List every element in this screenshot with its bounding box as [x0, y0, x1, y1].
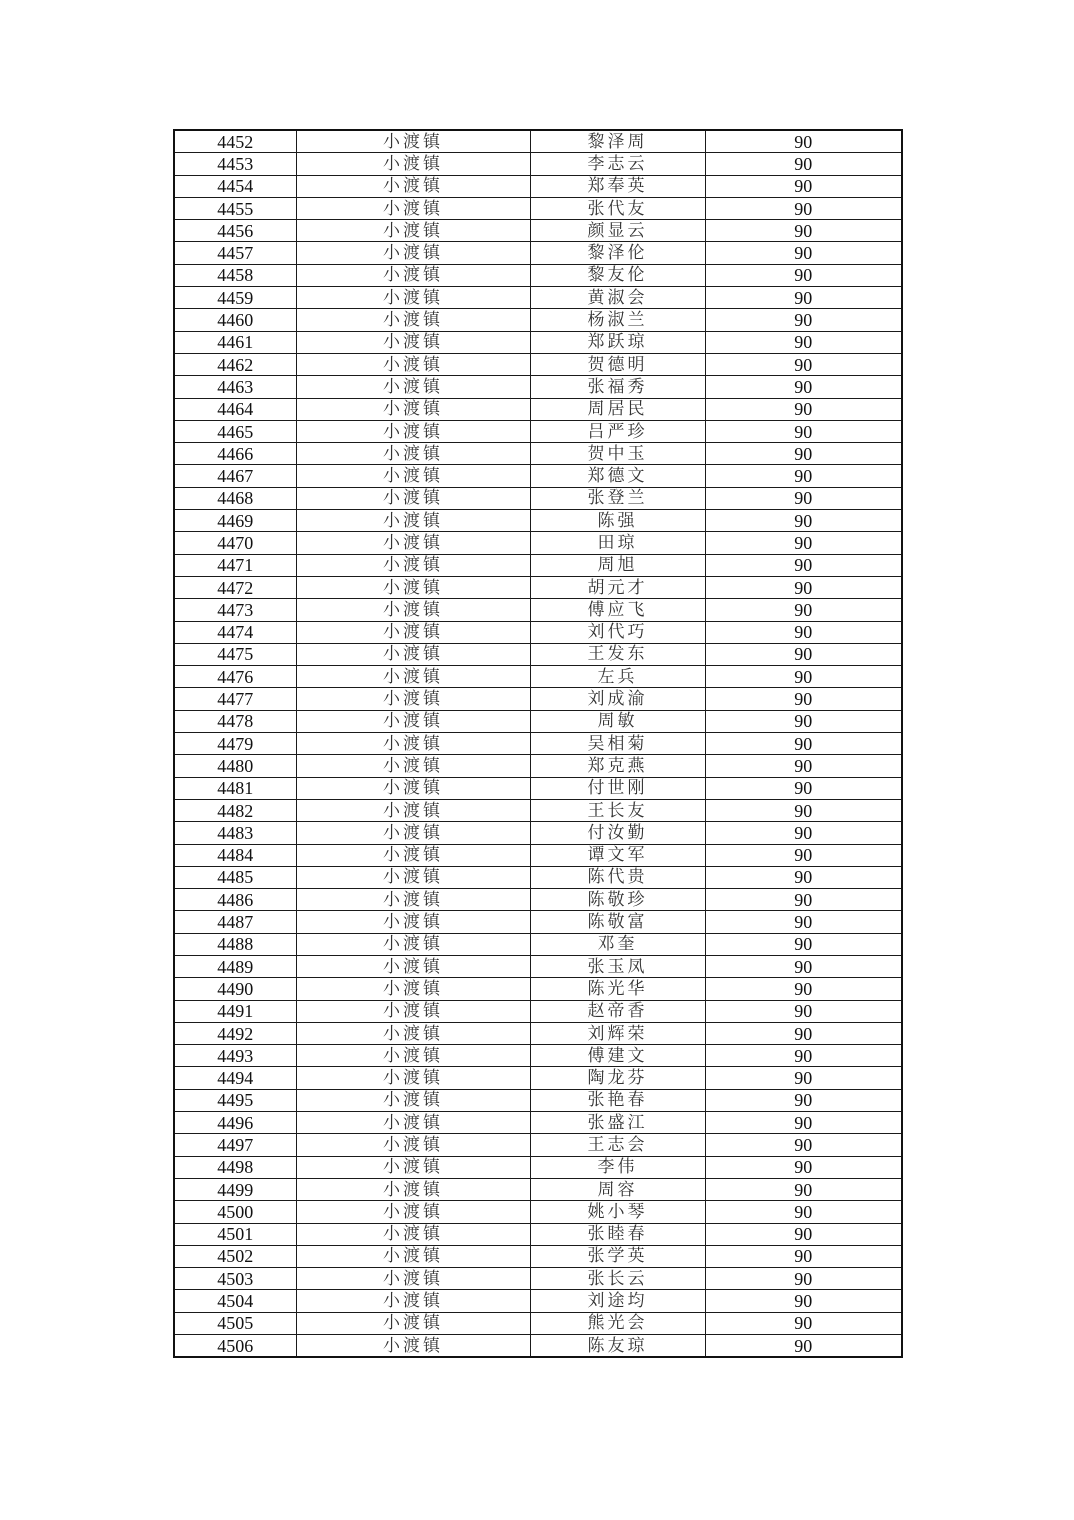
table-row [174, 1067, 902, 1089]
cell-id: 4466 [174, 443, 296, 465]
cell-town: 小渡镇 [296, 220, 530, 242]
cell-amount: 90 [705, 1312, 902, 1334]
cell-id: 4496 [174, 1112, 296, 1134]
table-row [174, 1312, 902, 1334]
cell-town: 小渡镇 [296, 621, 530, 643]
table-row [174, 1045, 902, 1067]
table-row [174, 933, 902, 955]
table-row [174, 487, 902, 509]
cell-town: 小渡镇 [296, 733, 530, 755]
cell-amount: 90 [705, 1335, 902, 1358]
cell-amount: 90 [705, 844, 902, 866]
cell-amount: 90 [705, 1134, 902, 1156]
cell-amount: 90 [705, 978, 902, 1000]
cell-name: 吴相菊 [530, 733, 705, 755]
cell-amount: 90 [705, 955, 902, 977]
cell-id: 4452 [174, 130, 296, 153]
cell-amount: 90 [705, 1000, 902, 1022]
cell-amount: 90 [705, 309, 902, 331]
cell-name: 黎泽周 [530, 130, 705, 153]
cell-name: 熊光会 [530, 1312, 705, 1334]
cell-amount: 90 [705, 398, 902, 420]
cell-name: 黎泽伦 [530, 242, 705, 264]
cell-name: 陈友琼 [530, 1335, 705, 1358]
table-row [174, 755, 902, 777]
cell-town: 小渡镇 [296, 978, 530, 1000]
cell-amount: 90 [705, 733, 902, 755]
cell-id: 4462 [174, 353, 296, 375]
cell-town: 小渡镇 [296, 197, 530, 219]
cell-amount: 90 [705, 1223, 902, 1245]
cell-id: 4456 [174, 220, 296, 242]
cell-town: 小渡镇 [296, 1089, 530, 1111]
cell-amount: 90 [705, 376, 902, 398]
table-row [174, 353, 902, 375]
cell-id: 4467 [174, 465, 296, 487]
table-row [174, 1201, 902, 1223]
cell-name: 张艳春 [530, 1089, 705, 1111]
cell-town: 小渡镇 [296, 1245, 530, 1267]
cell-id: 4486 [174, 889, 296, 911]
cell-id: 4495 [174, 1089, 296, 1111]
cell-town: 小渡镇 [296, 175, 530, 197]
cell-name: 杨淑兰 [530, 309, 705, 331]
table-row [174, 376, 902, 398]
cell-amount: 90 [705, 554, 902, 576]
cell-amount: 90 [705, 532, 902, 554]
cell-id: 4458 [174, 264, 296, 286]
cell-id: 4482 [174, 799, 296, 821]
cell-id: 4502 [174, 1245, 296, 1267]
cell-id: 4455 [174, 197, 296, 219]
cell-id: 4461 [174, 331, 296, 353]
cell-amount: 90 [705, 510, 902, 532]
cell-id: 4503 [174, 1268, 296, 1290]
cell-amount: 90 [705, 755, 902, 777]
cell-amount: 90 [705, 153, 902, 175]
cell-id: 4492 [174, 1022, 296, 1044]
table-row [174, 153, 902, 175]
cell-name: 李伟 [530, 1156, 705, 1178]
cell-town: 小渡镇 [296, 799, 530, 821]
cell-town: 小渡镇 [296, 889, 530, 911]
cell-id: 4454 [174, 175, 296, 197]
cell-name: 张长云 [530, 1268, 705, 1290]
cell-amount: 90 [705, 643, 902, 665]
cell-name: 陈代贵 [530, 866, 705, 888]
table-row [174, 220, 902, 242]
table-row [174, 1156, 902, 1178]
cell-amount: 90 [705, 1178, 902, 1200]
cell-amount: 90 [705, 621, 902, 643]
cell-name: 贺德明 [530, 353, 705, 375]
table-row [174, 510, 902, 532]
cell-town: 小渡镇 [296, 1067, 530, 1089]
cell-amount: 90 [705, 353, 902, 375]
cell-name: 陈光华 [530, 978, 705, 1000]
table-row [174, 889, 902, 911]
table-body [174, 130, 902, 1357]
cell-amount: 90 [705, 688, 902, 710]
table-row [174, 955, 902, 977]
cell-id: 4481 [174, 777, 296, 799]
cell-id: 4465 [174, 420, 296, 442]
cell-amount: 90 [705, 1268, 902, 1290]
cell-amount: 90 [705, 710, 902, 732]
cell-id: 4480 [174, 755, 296, 777]
cell-town: 小渡镇 [296, 1134, 530, 1156]
cell-town: 小渡镇 [296, 1178, 530, 1200]
cell-id: 4476 [174, 666, 296, 688]
cell-id: 4487 [174, 911, 296, 933]
table-row [174, 1335, 902, 1358]
cell-name: 李志云 [530, 153, 705, 175]
cell-id: 4494 [174, 1067, 296, 1089]
cell-name: 刘辉荣 [530, 1022, 705, 1044]
cell-town: 小渡镇 [296, 554, 530, 576]
cell-amount: 90 [705, 1112, 902, 1134]
cell-id: 4493 [174, 1045, 296, 1067]
table-row [174, 599, 902, 621]
cell-town: 小渡镇 [296, 331, 530, 353]
cell-town: 小渡镇 [296, 376, 530, 398]
cell-id: 4489 [174, 955, 296, 977]
cell-name: 傅应飞 [530, 599, 705, 621]
table-row [174, 688, 902, 710]
cell-id: 4459 [174, 287, 296, 309]
cell-name: 张学英 [530, 1245, 705, 1267]
cell-amount: 90 [705, 933, 902, 955]
cell-amount: 90 [705, 576, 902, 598]
cell-town: 小渡镇 [296, 264, 530, 286]
cell-name: 郑跃琼 [530, 331, 705, 353]
cell-name: 颜显云 [530, 220, 705, 242]
table-row [174, 733, 902, 755]
cell-id: 4504 [174, 1290, 296, 1312]
cell-town: 小渡镇 [296, 1268, 530, 1290]
cell-town: 小渡镇 [296, 153, 530, 175]
cell-id: 4488 [174, 933, 296, 955]
cell-id: 4490 [174, 978, 296, 1000]
cell-name: 黄淑会 [530, 287, 705, 309]
cell-id: 4468 [174, 487, 296, 509]
cell-id: 4499 [174, 1178, 296, 1200]
table-row [174, 911, 902, 933]
cell-town: 小渡镇 [296, 487, 530, 509]
table-row [174, 866, 902, 888]
table-row [174, 1089, 902, 1111]
cell-amount: 90 [705, 242, 902, 264]
cell-town: 小渡镇 [296, 1156, 530, 1178]
table-row [174, 621, 902, 643]
table-row [174, 264, 902, 286]
table-row [174, 443, 902, 465]
cell-id: 4485 [174, 866, 296, 888]
cell-id: 4453 [174, 153, 296, 175]
cell-name: 田琼 [530, 532, 705, 554]
cell-id: 4483 [174, 822, 296, 844]
table-row [174, 1022, 902, 1044]
cell-amount: 90 [705, 1067, 902, 1089]
table-row [174, 1268, 902, 1290]
table-row [174, 1000, 902, 1022]
table-row [174, 822, 902, 844]
table-row [174, 532, 902, 554]
cell-name: 张睦春 [530, 1223, 705, 1245]
table-row [174, 309, 902, 331]
cell-id: 4484 [174, 844, 296, 866]
cell-name: 赵帝香 [530, 1000, 705, 1022]
cell-town: 小渡镇 [296, 1000, 530, 1022]
cell-name: 郑德文 [530, 465, 705, 487]
cell-amount: 90 [705, 889, 902, 911]
cell-town: 小渡镇 [296, 1290, 530, 1312]
cell-name: 谭文军 [530, 844, 705, 866]
table-row [174, 978, 902, 1000]
table-row [174, 576, 902, 598]
cell-amount: 90 [705, 443, 902, 465]
cell-town: 小渡镇 [296, 443, 530, 465]
table-row [174, 465, 902, 487]
table-row [174, 420, 902, 442]
cell-town: 小渡镇 [296, 844, 530, 866]
table-row [174, 398, 902, 420]
table-row [174, 844, 902, 866]
cell-name: 陈强 [530, 510, 705, 532]
cell-name: 王志会 [530, 1134, 705, 1156]
table-row [174, 1245, 902, 1267]
cell-amount: 90 [705, 287, 902, 309]
cell-town: 小渡镇 [296, 599, 530, 621]
cell-town: 小渡镇 [296, 309, 530, 331]
cell-name: 陈敬珍 [530, 889, 705, 911]
cell-town: 小渡镇 [296, 666, 530, 688]
table-row [174, 1112, 902, 1134]
cell-amount: 90 [705, 1022, 902, 1044]
cell-amount: 90 [705, 666, 902, 688]
cell-town: 小渡镇 [296, 510, 530, 532]
cell-amount: 90 [705, 331, 902, 353]
cell-id: 4491 [174, 1000, 296, 1022]
cell-name: 陈敬富 [530, 911, 705, 933]
cell-id: 4463 [174, 376, 296, 398]
cell-amount: 90 [705, 799, 902, 821]
cell-name: 周容 [530, 1178, 705, 1200]
table-row [174, 643, 902, 665]
cell-town: 小渡镇 [296, 710, 530, 732]
cell-id: 4506 [174, 1335, 296, 1358]
cell-name: 张福秀 [530, 376, 705, 398]
cell-id: 4497 [174, 1134, 296, 1156]
cell-id: 4470 [174, 532, 296, 554]
cell-town: 小渡镇 [296, 465, 530, 487]
cell-id: 4460 [174, 309, 296, 331]
cell-town: 小渡镇 [296, 576, 530, 598]
cell-amount: 90 [705, 487, 902, 509]
cell-town: 小渡镇 [296, 242, 530, 264]
cell-name: 张代友 [530, 197, 705, 219]
cell-id: 4469 [174, 510, 296, 532]
cell-name: 胡元才 [530, 576, 705, 598]
cell-town: 小渡镇 [296, 1223, 530, 1245]
cell-name: 傅建文 [530, 1045, 705, 1067]
cell-town: 小渡镇 [296, 933, 530, 955]
table-row [174, 287, 902, 309]
cell-amount: 90 [705, 175, 902, 197]
cell-town: 小渡镇 [296, 822, 530, 844]
subsidy-table [173, 129, 903, 1358]
cell-name: 周敏 [530, 710, 705, 732]
cell-town: 小渡镇 [296, 777, 530, 799]
cell-name: 刘成渝 [530, 688, 705, 710]
cell-amount: 90 [705, 130, 902, 153]
cell-town: 小渡镇 [296, 1022, 530, 1044]
cell-id: 4505 [174, 1312, 296, 1334]
cell-name: 张登兰 [530, 487, 705, 509]
table-row [174, 666, 902, 688]
cell-town: 小渡镇 [296, 1112, 530, 1134]
cell-name: 张盛江 [530, 1112, 705, 1134]
cell-town: 小渡镇 [296, 955, 530, 977]
cell-name: 张玉凤 [530, 955, 705, 977]
cell-id: 4474 [174, 621, 296, 643]
cell-name: 陶龙芬 [530, 1067, 705, 1089]
cell-town: 小渡镇 [296, 643, 530, 665]
cell-name: 吕严珍 [530, 420, 705, 442]
cell-name: 郑克燕 [530, 755, 705, 777]
cell-id: 4473 [174, 599, 296, 621]
table-row [174, 130, 902, 153]
table-row [174, 1134, 902, 1156]
table-row [174, 777, 902, 799]
cell-amount: 90 [705, 1201, 902, 1223]
cell-name: 郑奉英 [530, 175, 705, 197]
cell-amount: 90 [705, 866, 902, 888]
table-row [174, 710, 902, 732]
cell-name: 黎友伦 [530, 264, 705, 286]
cell-town: 小渡镇 [296, 1312, 530, 1334]
cell-name: 刘代巧 [530, 621, 705, 643]
cell-name: 左兵 [530, 666, 705, 688]
table-row [174, 175, 902, 197]
cell-town: 小渡镇 [296, 287, 530, 309]
table-row [174, 331, 902, 353]
cell-name: 付汝勤 [530, 822, 705, 844]
cell-town: 小渡镇 [296, 130, 530, 153]
cell-name: 姚小琴 [530, 1201, 705, 1223]
cell-id: 4478 [174, 710, 296, 732]
cell-town: 小渡镇 [296, 755, 530, 777]
cell-town: 小渡镇 [296, 911, 530, 933]
cell-id: 4479 [174, 733, 296, 755]
table-row [174, 197, 902, 219]
cell-name: 王发东 [530, 643, 705, 665]
cell-amount: 90 [705, 465, 902, 487]
cell-name: 付世刚 [530, 777, 705, 799]
cell-id: 4457 [174, 242, 296, 264]
cell-town: 小渡镇 [296, 420, 530, 442]
cell-name: 刘途均 [530, 1290, 705, 1312]
cell-id: 4477 [174, 688, 296, 710]
cell-name: 邓奎 [530, 933, 705, 955]
cell-name: 王长友 [530, 799, 705, 821]
cell-amount: 90 [705, 1089, 902, 1111]
table-row [174, 554, 902, 576]
cell-id: 4498 [174, 1156, 296, 1178]
cell-name: 周旭 [530, 554, 705, 576]
cell-amount: 90 [705, 1290, 902, 1312]
cell-amount: 90 [705, 1045, 902, 1067]
cell-amount: 90 [705, 420, 902, 442]
cell-amount: 90 [705, 911, 902, 933]
cell-amount: 90 [705, 599, 902, 621]
cell-amount: 90 [705, 220, 902, 242]
cell-amount: 90 [705, 1156, 902, 1178]
table-row [174, 1223, 902, 1245]
cell-amount: 90 [705, 777, 902, 799]
cell-amount: 90 [705, 197, 902, 219]
cell-id: 4471 [174, 554, 296, 576]
table-row [174, 799, 902, 821]
cell-id: 4472 [174, 576, 296, 598]
cell-id: 4500 [174, 1201, 296, 1223]
cell-town: 小渡镇 [296, 688, 530, 710]
table-row [174, 1178, 902, 1200]
cell-id: 4501 [174, 1223, 296, 1245]
cell-town: 小渡镇 [296, 353, 530, 375]
cell-town: 小渡镇 [296, 532, 530, 554]
cell-town: 小渡镇 [296, 1201, 530, 1223]
table-row [174, 1290, 902, 1312]
cell-name: 周居民 [530, 398, 705, 420]
table-row [174, 242, 902, 264]
cell-amount: 90 [705, 822, 902, 844]
cell-id: 4475 [174, 643, 296, 665]
cell-id: 4464 [174, 398, 296, 420]
cell-town: 小渡镇 [296, 866, 530, 888]
cell-town: 小渡镇 [296, 398, 530, 420]
cell-town: 小渡镇 [296, 1045, 530, 1067]
cell-amount: 90 [705, 1245, 902, 1267]
cell-name: 贺中玉 [530, 443, 705, 465]
cell-town: 小渡镇 [296, 1335, 530, 1358]
cell-amount: 90 [705, 264, 902, 286]
